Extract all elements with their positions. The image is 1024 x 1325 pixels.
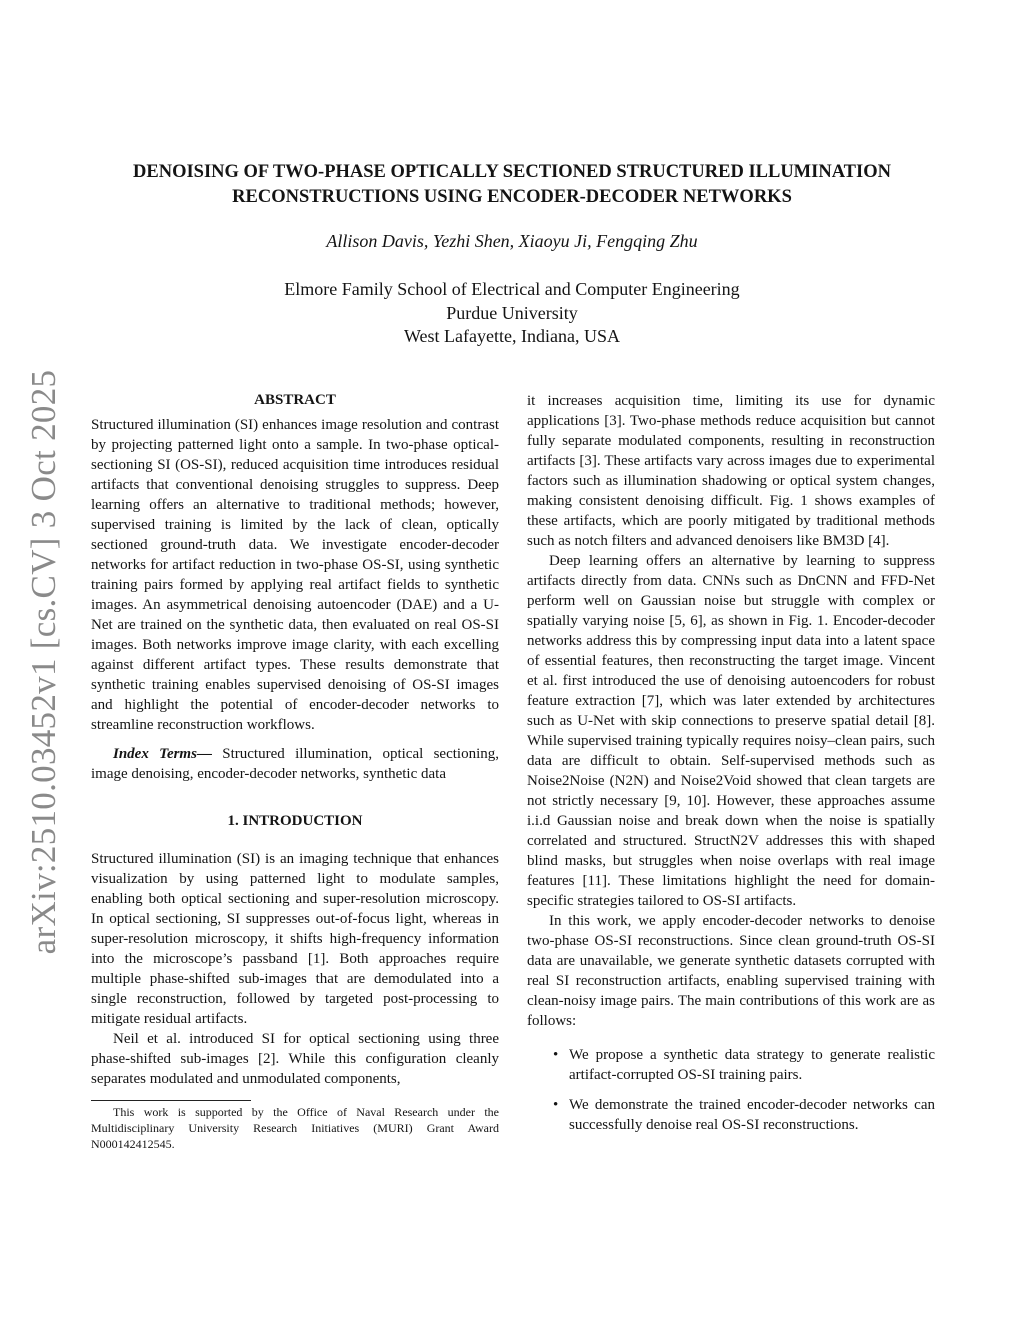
- title-line: DENOISING OF TWO-PHASE OPTICALLY SECTIONED STRUCTURED ILLUMINATION: [133, 162, 891, 182]
- list-item-text: We demonstrate the trained encoder-decoder networks can successfully denoise real OS-SI reconstructions.: [569, 1097, 935, 1133]
- abstract-heading: ABSTRACT: [254, 392, 336, 408]
- author-list: Allison Davis, Yezhi Shen, Xiaoyu Ji, Fengqing Zhu: [326, 231, 698, 251]
- introduction-heading: 1. INTRODUCTION: [227, 813, 363, 829]
- paper-title: [60, 160, 964, 210]
- list-item: [527, 1045, 935, 1085]
- intro-paragraph: it increases acquisition time, limiting its use for dynamic applications [3]. Two-phase methods reduce acquisition but cannot fully separate modulated components, resulting in reconstruction artifacts [3]. These artifacts vary across images due to experimental factors such as illumination shadowing or optical system changes, making consistent denoising difficult. Fig. 1 shows examples of these artifacts, which are poorly mitigated by traditional methods such as notch filters and advanced denoisers like BM3D [4].: [527, 393, 935, 549]
- arxiv-identifier: arXiv:2510.03452v1 [cs.CV] 3 Oct 2025: [24, 369, 63, 955]
- affiliation-location: West Lafayette, Indiana, USA: [404, 326, 620, 346]
- intro-paragraph: Structured illumination (SI) is an imaging technique that enhances visualization by using patterned light to modulate samples, enabling both optical sectioning and super-resolution microscopy. In optical sectioning, SI suppresses out-of-focus light, whereas in super-resolution microscopy, it shifts high-frequency information into the microscope’s passband [1]. Both approaches require multiple phase-shifted sub-images that are demodulated into a single reconstruction, followed by targeted post-processing to mitigate residual artifacts.: [91, 851, 499, 1027]
- affiliation-university: Purdue University: [446, 302, 578, 323]
- bullet-icon: •: [553, 1047, 559, 1063]
- index-terms-text: Structured illumination, optical sectioning, image denoising, encoder-decoder networks, synthetic data: [91, 746, 500, 782]
- title-line: RECONSTRUCTIONS USING ENCODER-DECODER NETWORKS: [232, 187, 792, 207]
- left-column: [91, 390, 499, 1152]
- index-terms-label: Index Terms—: [113, 746, 212, 762]
- abstract-text: Structured illumination (SI) enhances image resolution and contrast by projecting patterned light onto a sample. In two-phase optical-sectioning SI (OS-SI), reduced acquisition time introduces residual artifacts that conventional denoising struggles to suppress. Deep learning offers an alternative to traditional methods; however, supervised training is limited by the lack of clean, optically sectioned ground-truth data. We investigate encoder-decoder networks for artifact reduction in two-phase OS-SI, using synthetic training pairs formed by applying real artifact fields to synthetic images. An asymmetrical denoising autoencoder (DAE) and a U-Net are trained on the synthetic data, then evaluated on real OS-SI images. Both networks improve image clarity, with each excelling against different artifact types. These results demonstrate that synthetic training enables supervised denoising of OS-SI images and highlight the potential of encoder-decoder networks to streamline reconstruction workflows.: [91, 417, 499, 733]
- list-item: [527, 1095, 935, 1135]
- affiliation-school: Elmore Family School of Electrical and Computer Engineering: [284, 279, 740, 299]
- intro-paragraph: Deep learning offers an alternative by learning to suppress artifacts directly from data. CNNs such as DnCNN and FFD-Net perform well on Gaussian noise but struggle with complex or spatially varying noise [5, 6], as shown in Fig. 1. Encoder-decoder networks address this by compressing input data into a latent space of essential features, then reconstructing the target image. Vincent et al. first introduced the use of denoising autoencoders for robust feature extraction [7], which was later extended by architectures such as U-Net with skip connections to preserve spatial detail [8]. While supervised training typically requires noisy–clean pairs, such data are difficult to obtain. Self-supervised methods such as Noise2Noise (N2N) and Noise2Void showed that clean targets are not strictly necessary [9, 10]. However, these approaches assume i.i.d Gaussian noise and break down when the noise is spatially correlated and structured. StructN2V addresses this with shaped blind masks, but struggles when noise overlaps with real image features [11]. These limitations highlight the need for domain-specific strategies tailored to OS-SI artifacts.: [527, 553, 935, 909]
- affiliation: [0, 278, 1024, 349]
- list-item-text: We propose a synthetic data strategy to generate realistic artifact-corrupted OS-SI training pairs.: [569, 1047, 935, 1083]
- right-column: [527, 391, 935, 1145]
- contributions-list: [527, 1045, 935, 1135]
- footnote-divider: [91, 1100, 251, 1101]
- intro-paragraph: In this work, we apply encoder-decoder networks to denoise two-phase OS-SI reconstructions. Since clean ground-truth OS-SI data are unavailable, we generate synthetic datasets corrupted with real SI reconstruction artifacts, enabling supervised training with clean-noisy image pairs. The main contributions of this work are as follows:: [527, 913, 935, 1029]
- index-terms: [91, 744, 499, 784]
- bullet-icon: •: [553, 1097, 559, 1113]
- footnote: This work is supported by the Office of Naval Research under the Multidisciplinary University Research Initiatives (MURI) Grant Award N000142412545.: [91, 1105, 499, 1151]
- intro-paragraph: Neil et al. introduced SI for optical sectioning using three phase-shifted sub-images [2]. While this configuration cleanly separates modulated and unmodulated components,: [91, 1031, 499, 1087]
